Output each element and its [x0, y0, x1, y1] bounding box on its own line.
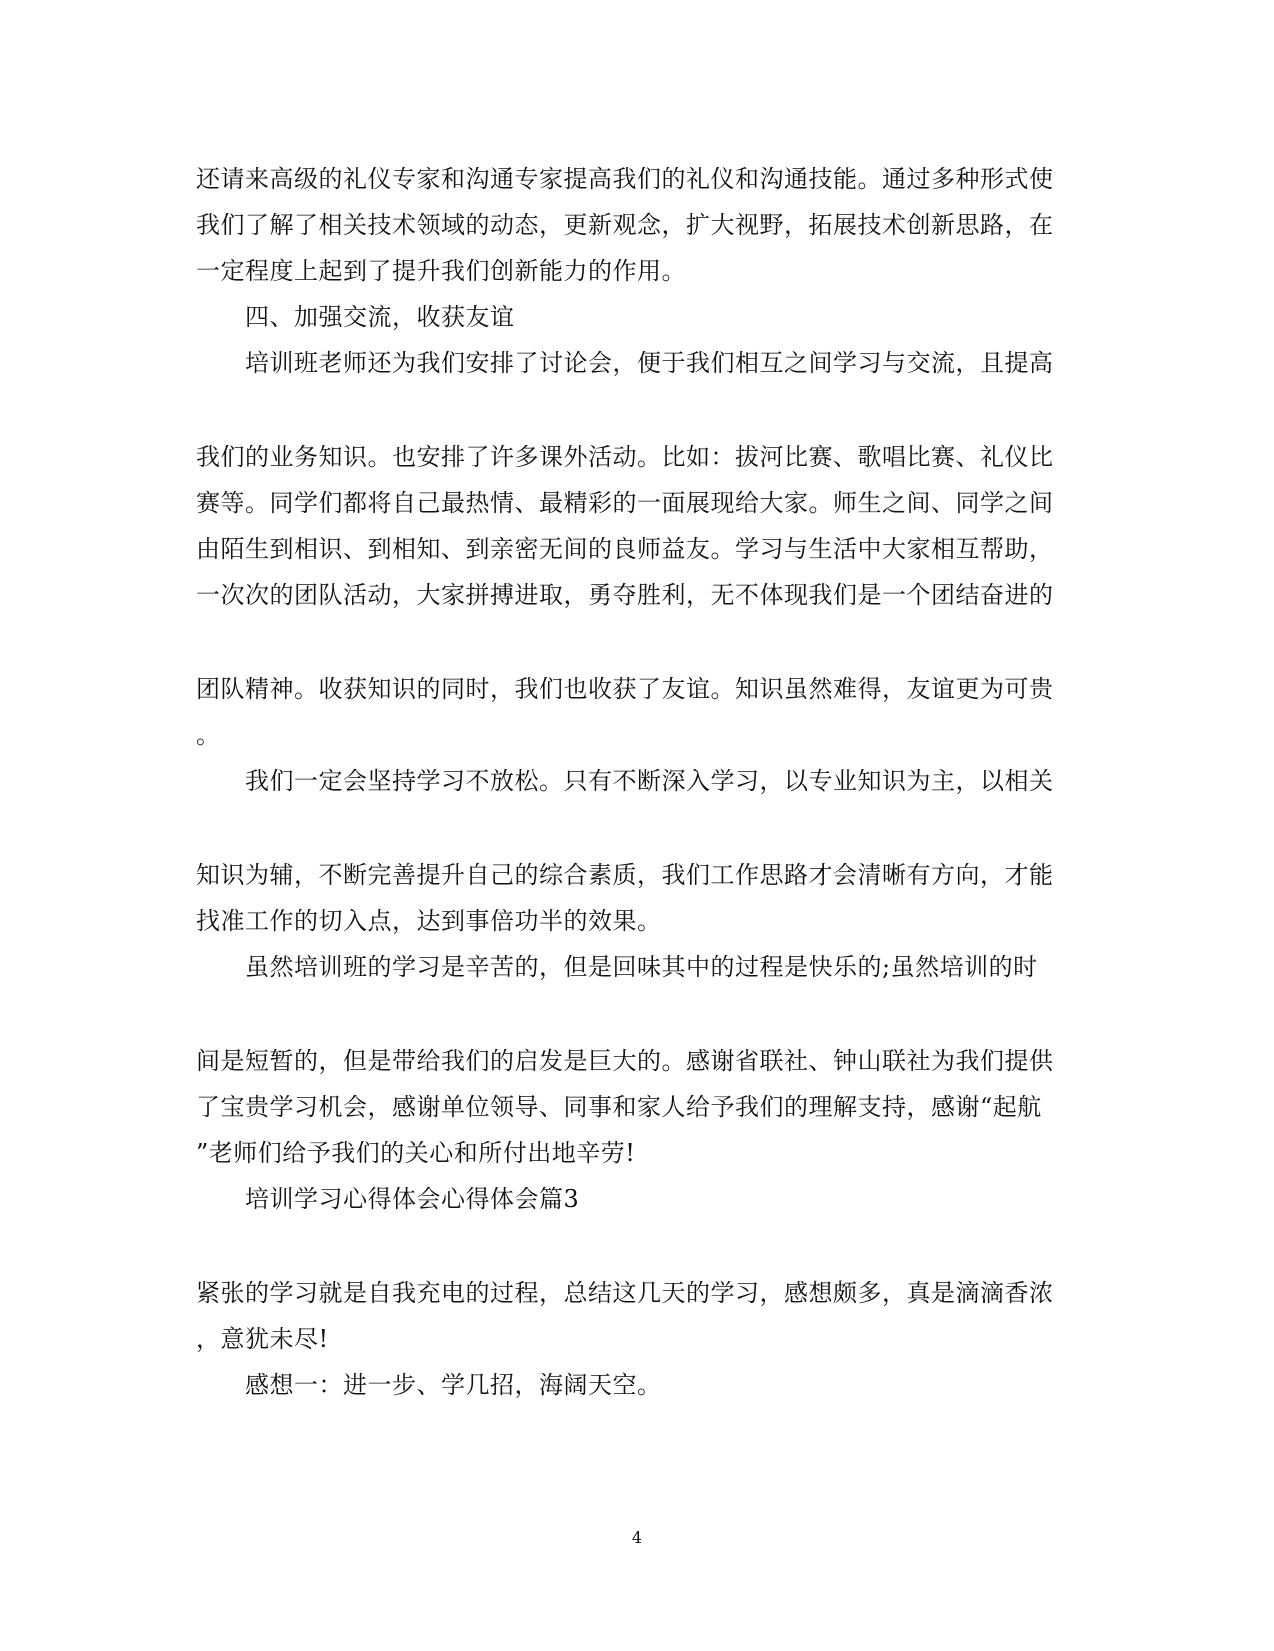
section-heading: 培训学习心得体会心得体会篇3 [245, 1185, 580, 1213]
section-heading: 四、加强交流，收获友谊 [245, 303, 515, 331]
page-number: 4 [631, 1528, 643, 1547]
text-line: 我们了解了相关技术领域的动态，更新观念，扩大视野，拓展技术创新思路，在 [196, 211, 1054, 239]
text-line: 我们一定会坚持学习不放松。只有不断深入学习，以专业知识为主，以相关 [245, 767, 1054, 795]
text-line: 。 [196, 721, 221, 749]
text-line: 紧张的学习就是自我充电的过程，总结这几天的学习，感想颇多，真是滴滴香浓 [196, 1279, 1054, 1307]
text-line: ，意犹未尽! [196, 1325, 329, 1353]
text-line: 找准工作的切入点，达到事倍功半的效果。 [196, 907, 662, 935]
text-line: 赛等。同学们都将自己最热情、最精彩的一面展现给大家。师生之间、同学之间 [196, 489, 1054, 517]
text-line: ”老师们给予我们的关心和所付出地辛劳! [196, 1139, 636, 1167]
text-line: 虽然培训班的学习是辛苦的，但是回味其中的过程是快乐的;虽然培训的时 [245, 953, 1038, 981]
text-line: 由陌生到相识、到相知、到亲密无间的良师益友。学习与生活中大家相互帮助， [196, 535, 1054, 563]
text-line: 还请来高级的礼仪专家和沟通专家提高我们的礼仪和沟通技能。通过多种形式使 [196, 165, 1054, 193]
text-line: 我们的业务知识。也安排了许多课外活动。比如：拔河比赛、歌唱比赛、礼仪比 [196, 443, 1054, 471]
text-line: 知识为辅，不断完善提升自己的综合素质，我们工作思路才会清晰有方向，才能 [196, 861, 1054, 889]
text-line: 团队精神。收获知识的同时，我们也收获了友谊。知识虽然难得，友谊更为可贵 [196, 675, 1054, 703]
text-line: 一次次的团队活动，大家拼搏进取，勇夺胜利，无不体现我们是一个团结奋进的 [196, 581, 1054, 609]
text-line: 了宝贵学习机会，感谢单位领导、同事和家人给予我们的理解支持，感谢“起航 [196, 1093, 1042, 1121]
text-line: 一定程度上起到了提升我们创新能力的作用。 [196, 257, 686, 285]
text-line: 感想一：进一步、学几招，海阔天空。 [245, 1371, 662, 1399]
text-line: 间是短暂的，但是带给我们的启发是巨大的。感谢省联社、钟山联社为我们提供 [196, 1047, 1054, 1075]
text-line: 培训班老师还为我们安排了讨论会，便于我们相互之间学习与交流，且提高 [245, 349, 1054, 377]
